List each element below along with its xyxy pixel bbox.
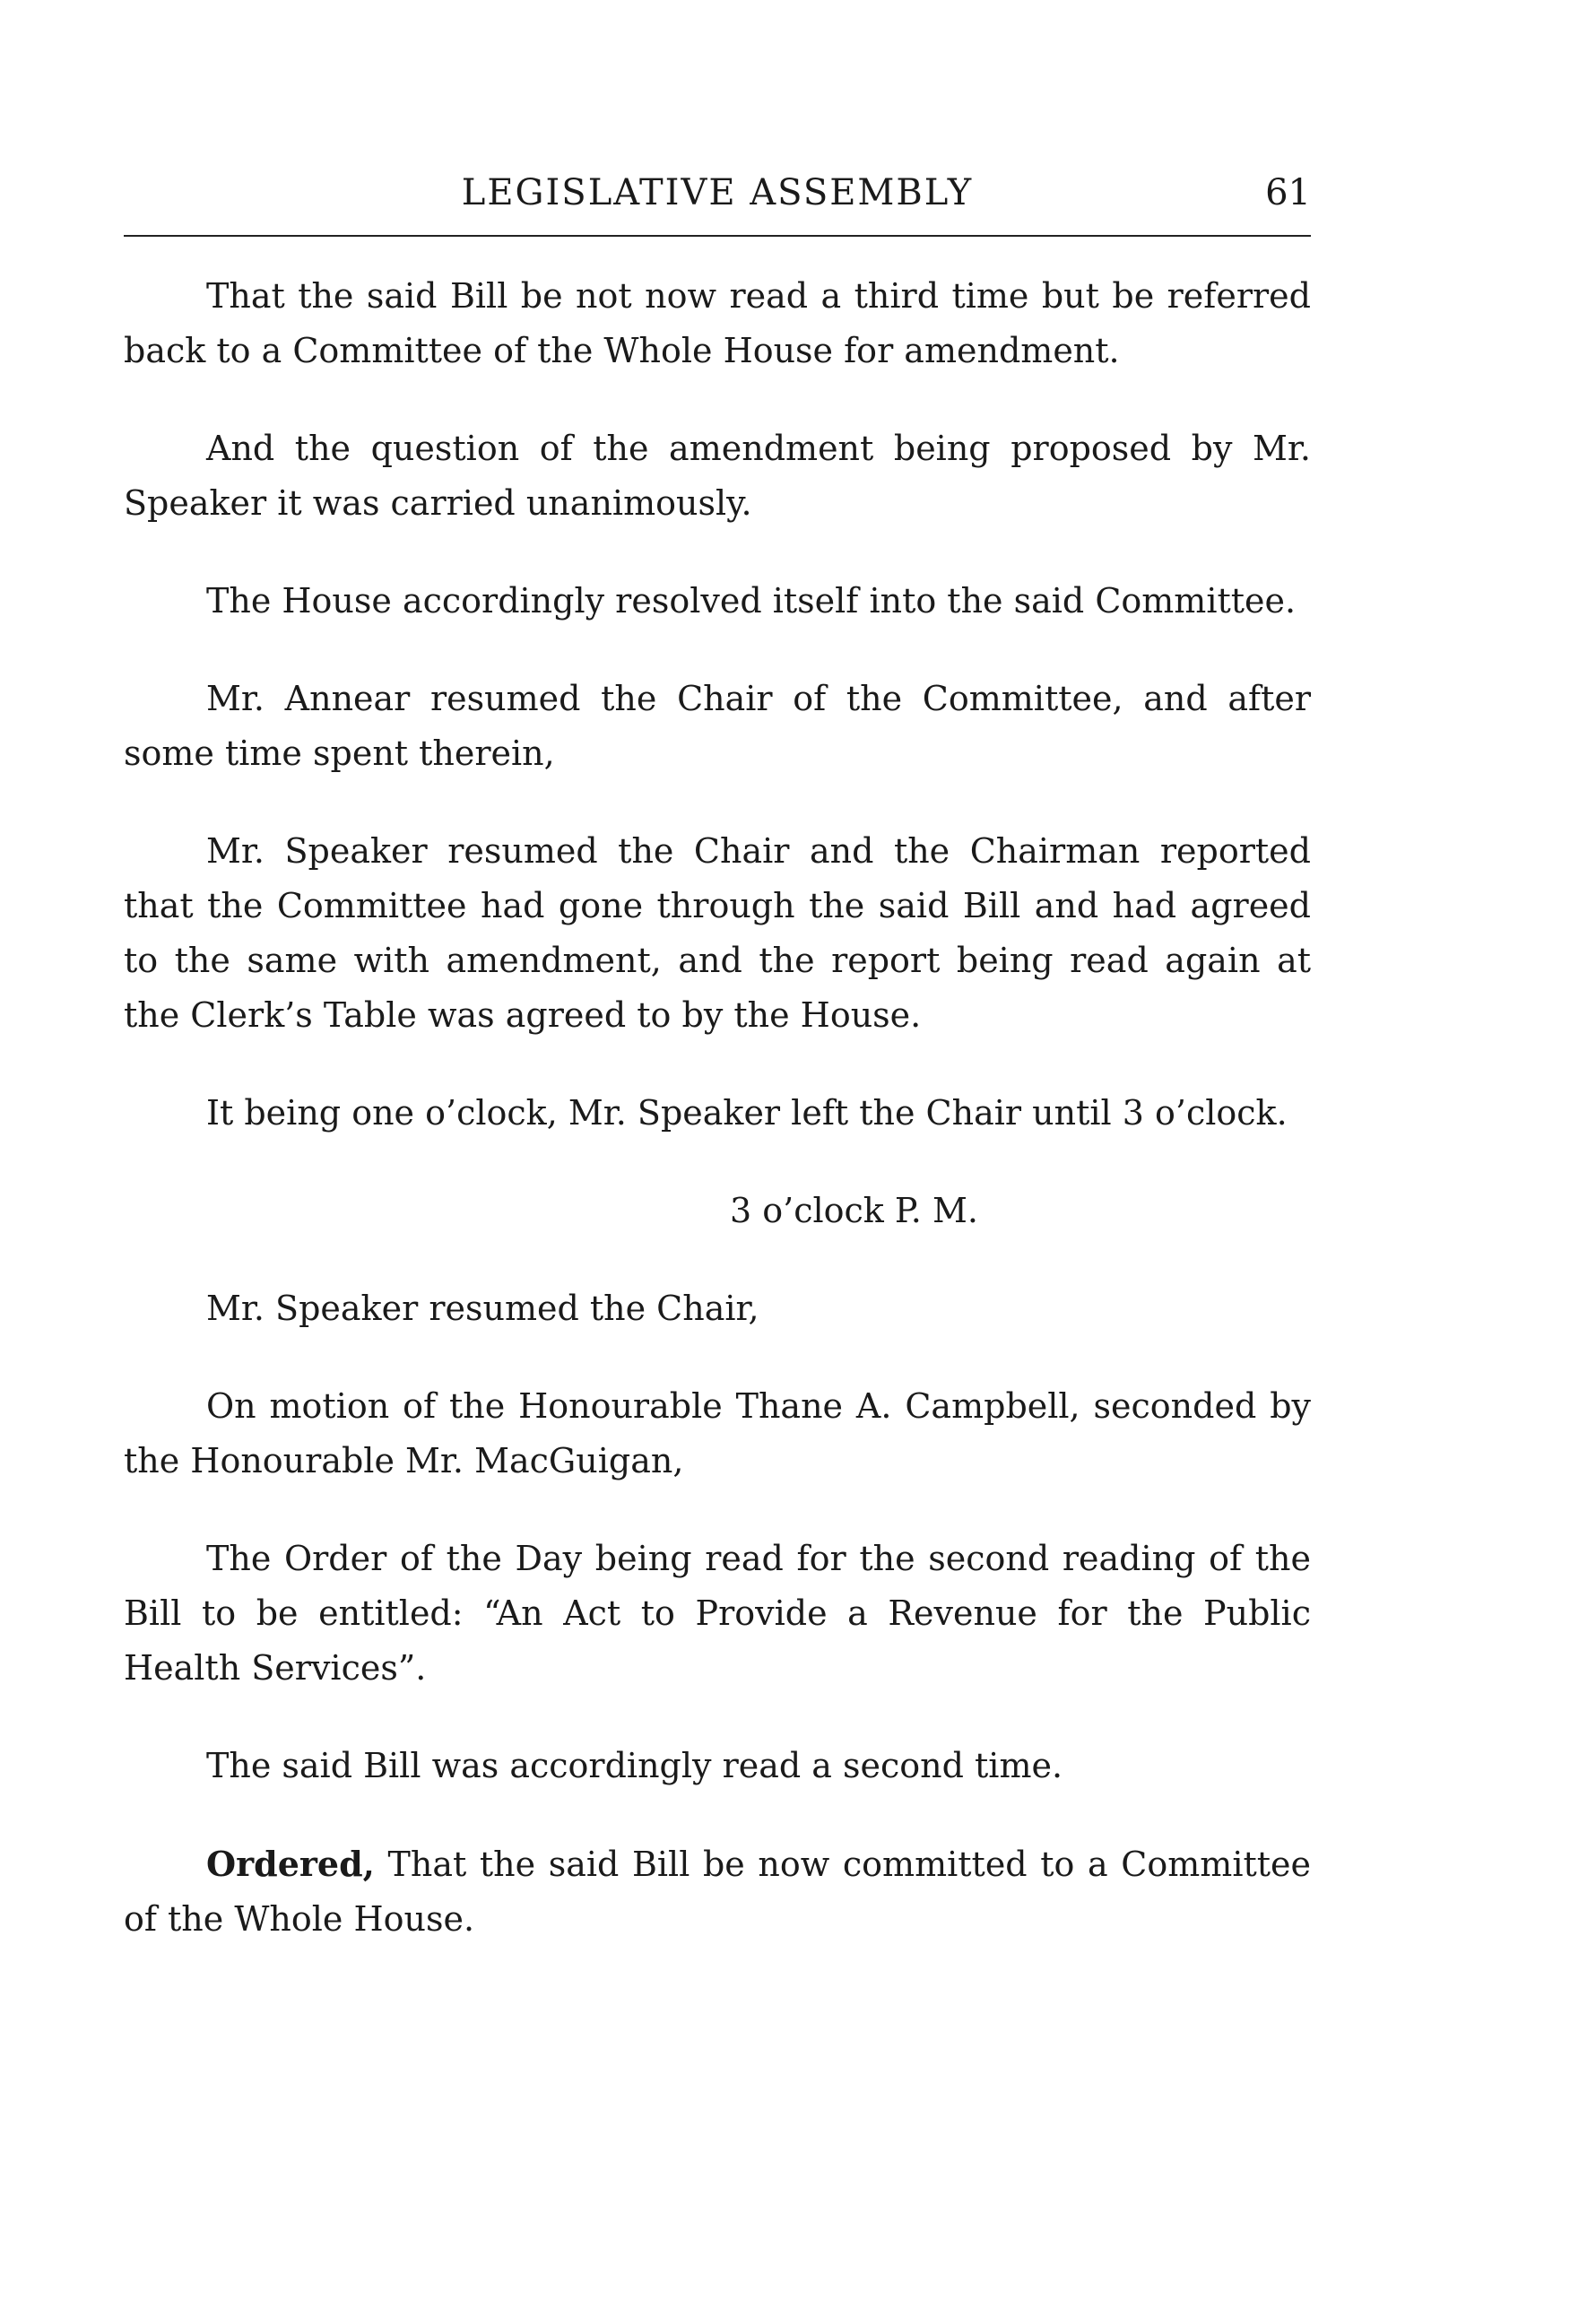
paragraph-speaker-resumed: Mr. Speaker resumed the Chair, [206,1289,759,1328]
time-heading: 3 o’clock P. M. [730,1191,978,1230]
paragraph-motion: On motion of the Honourable Thane A. Campbell, seconded by the Honourable Mr. MacGuigan, [124,1386,1311,1480]
page-number: 61 [1265,172,1311,213]
paragraph-resolved-into-committee: The House accordingly resolved itself into the said Committee. [206,581,1297,621]
page-header [124,170,1311,215]
paragraph-one-oclock: It being one o’clock, Mr. Speaker left the Chair until 3 o’clock. [206,1093,1288,1133]
document-body [124,269,1311,1990]
paragraph-third-reading-amendment: That the said Bill be not now read a third time but be referred back to a Committee of the Whole House for amendment. [124,276,1311,370]
paragraph-amendment-carried: And the question of the amendment being proposed by Mr. Speaker it was carried unanimously. [124,429,1311,523]
paragraph-chairman-reported: Mr. Speaker resumed the Chair and the Chairman reported that the Committee had gone through the said Bill and had agreed to the same with amendment, and the report being read again at the Clerk’s Table was agreed to by the House. [124,831,1311,1035]
paragraph-order-of-day: The Order of the Day being read for the second reading of the Bill to be entitled: “An Act to Provide a Revenue for the Public Health Services”. [124,1539,1311,1688]
running-title: LEGISLATIVE ASSEMBLY [461,172,974,213]
paragraph-second-reading: The said Bill was accordingly read a second time. [206,1746,1063,1785]
ordered-label: Ordered, [206,1844,375,1884]
ordered-text: That the said Bill be now committed to a Committee of the Whole House. [124,1845,1311,1939]
paragraph-annear-chair: Mr. Annear resumed the Chair of the Committee, and after some time spent therein, [124,679,1311,773]
header-rule [124,235,1311,237]
paragraph-ordered [124,1836,1311,1947]
